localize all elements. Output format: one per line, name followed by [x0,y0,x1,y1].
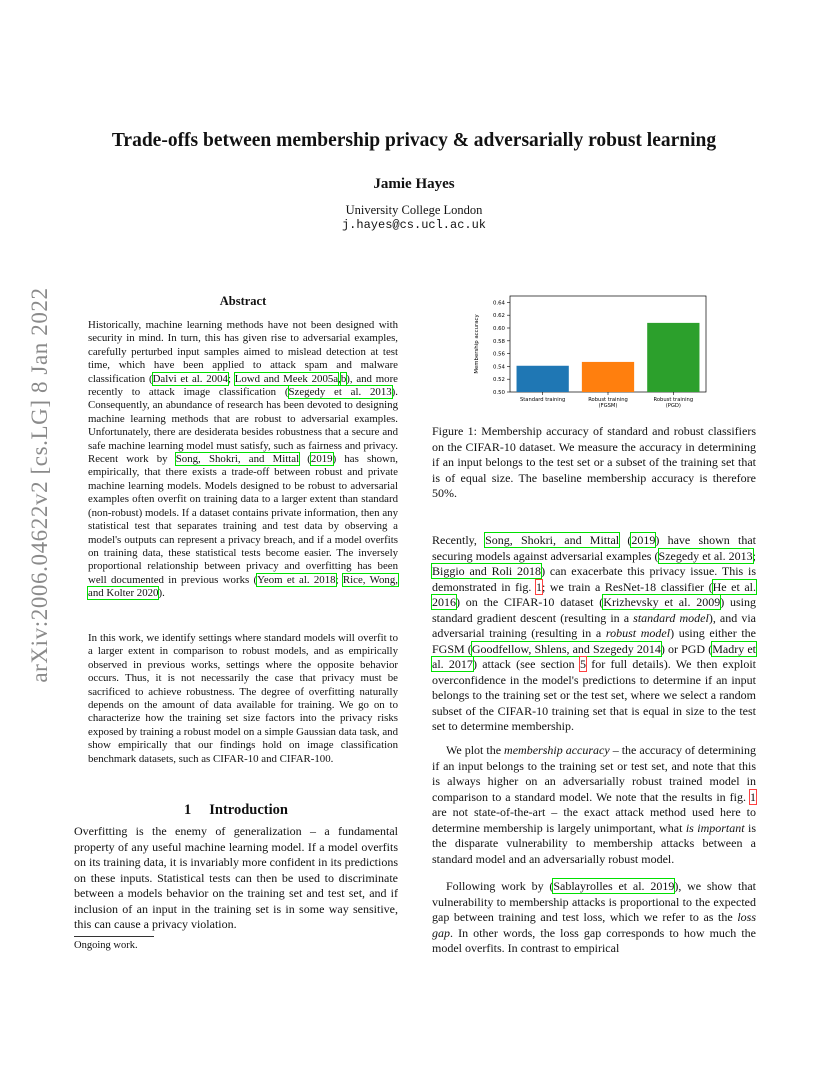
abstract-paragraph-2: In this work, we identify settings where standard models will overfit to a larger extent in comparison to robust models, and as empirically observed in previous works, settings where the opposite behavior occurs. Thus, it is not necessarily the case that privacy must be sacrificed to achieve robustness. The degree of overfitting naturally depends on the amount of data available for training. We go on to characterize how the training set size factors into the privacy risks exposed by training a robust model on a simple Gaussian data task, and show empirically that our findings hold on image classification benchmark datasets, such as CIFAR-10 and CIFAR-100. [88,632,398,765]
citation-link[interactable]: Lowd and Meek 2005a [234,372,339,385]
emphasis-text: is important [685,820,745,835]
citation-link[interactable]: Dalvi et al. 2004 [152,372,228,385]
emphasis-text: standard model [633,610,709,625]
citation-link[interactable]: Song, Shokri, and Mittal [175,453,300,466]
body-paragraph-2: We plot the membership accuracy – the accuracy of determining if an input belongs to the training set or test set, and note that this is always higher on an adversarially robust trained model in comparison to a standard model. We note that the results in fig. 1 are not state-of-the-art – the exact attack method used here to determine membership is largely unimportant, what is important is the disparate vulnerability to membership attacks between a standard model and an adversarially robust model. [432,743,756,866]
y-tick-label: 0.50 [492,390,505,396]
arxiv-identifier: arXiv:2006.04622v2 [cs.LG] 8 Jan 2022 [27,287,52,683]
citation-link[interactable]: Krizhevsky et al. 2009 [603,595,721,609]
citation-link[interactable]: He et al. 2016 [432,579,757,609]
author-email: j.hayes@cs.ucl.ac.uk [341,218,487,232]
emphasis-text: membership accuracy [504,743,610,757]
y-tick-label: 0.62 [492,313,505,320]
citation-link[interactable]: Biggio and Roli 2018 [432,564,542,578]
citation-link[interactable]: Yeom et al. 2018 [257,573,336,586]
citation-link[interactable]: Goodfellow, Shlens, and Szegedy 2014 [471,641,661,656]
citation-link[interactable]: Rice, Wong, and Kolter 2020 [88,573,398,600]
affiliation: University College London [345,203,483,217]
body-paragraph-1: Recently, Song, Shokri, and Mittal (2019) have shown that securing models against adversarial examples (Szegedy et al. 2013; Biggio and Roli 2018) can exacerbate this privacy issue. This is demonstrated in fig. 1; we train a ResNet-18 classifier (He et al. 2016) on the CIFAR-10 dataset (Krizhevsky et al. 2009) using standard gradient descent (resulting in a standard model), and via adversarial training (resulting in a robust model) using either the FGSM (Goodfellow, Shlens, and Szegedy 2014) or PGD (Madry et al. 2017) attack (see section 5 for full details). We then exploit overconfidence in the model's predictions to determine if an input belongs to the training set or the test set, where we select a random subset of the CIFAR-10 training set that is equal in size to the test set to determine membership. [432,533,757,733]
abstract-heading: Abstract [219,294,267,308]
bar [517,366,569,392]
citation-link[interactable]: Sablayrolles et al. 2019 [553,879,675,893]
arxiv-sidebar [18,287,62,683]
emphasis-text: loss gap [432,910,756,940]
citation-link[interactable]: Madry et al. 2017 [432,641,756,671]
section-number: 1 [184,802,192,818]
y-tick-label: 0.54 [492,364,505,371]
bar [582,362,634,392]
y-tick-label: 0.58 [492,338,505,345]
y-axis-label: Membership accuracy [474,314,480,374]
x-tick-label: Robust training [588,397,628,403]
emphasis-text: robust model [605,626,671,640]
figure-1-caption: Figure 1: Membership accuracy of standard and robust classifiers on the CIFAR-10 dataset. We measure the accuracy in determining if an input belongs to the test set or a subset of the training set that is of equal size. The baseline membership accuracy is therefore 50%. [432,424,756,500]
figure-1 [470,290,714,412]
footnote-rule [74,936,154,937]
abstract-paragraph-1: Historically, machine learning methods have not been designed with security in mind. In turn, this has given rise to adversarial examples, carefully perturbed input samples aimed to mislead detection at test time, which have been applied to attack spam and malware classification (Dalvi et al. 2004; Lowd and Meek 2005a,b), and more recently to attack image classification (Szegedy et al. 2013). Consequently, an abundance of research has been devoted to designing machine learning methods that are robust to adversarial examples. Unfortunately, there are desiderata besides robustness that a secure and safe machine learning model must satisfy, such as fairness and privacy. Recent work by Song, Shokri, and Mittal (2019) has shown, empirically, that there exists a trade-off between robust and private machine learning models. Models designed to be robust to adversarial examples often overfit on training data to a larger extent than standard (non-robust) models. If a dataset contains private information, then any statistical test that separates training and test data by observing a model's outputs can represent a privacy breach, and if a model overfits on training data, these statistical tests become easier. The inversely proportional relationship between privacy and overfitting has been well documented in previous works (Yeom et al. 2018; Rice, Wong, and Kolter 2020). [88,319,399,600]
bar [647,323,699,392]
section-heading-introduction [74,802,398,819]
footnote: Ongoing work. [74,940,138,951]
membership-accuracy-bar-chart [470,290,714,412]
citation-link[interactable]: 2019 [310,453,333,466]
y-tick-label: 0.64 [492,300,505,307]
cross-reference-link[interactable]: 1 [535,579,542,594]
citation-link[interactable]: Song, Shokri, and Mittal [485,533,620,547]
citation-link[interactable]: b [340,372,347,385]
author-affiliation-block [0,203,828,233]
body-paragraph-3: Following work by (Sablayrolles et al. 2019), we show that vulnerability to membership attacks is proportional to the expected gap between training and test loss, which we refer to as the loss gap. In other words, the loss gap corresponds to how much the model overfits. In contrast to empirical [432,879,756,955]
y-tick-label: 0.52 [492,377,505,384]
author-name: Jamie Hayes [373,176,455,192]
citation-link[interactable]: Szegedy et al. 2013 [658,548,753,563]
y-tick-label: 0.56 [492,351,505,358]
x-tick-label: (PGD) [665,403,681,409]
citation-link[interactable]: Szegedy et al. 2013 [288,386,392,399]
cross-reference-link[interactable]: 1 [750,789,756,804]
x-tick-label: Standard training [519,397,566,403]
cross-reference-link[interactable]: 5 [579,657,586,671]
x-tick-label: Robust training [653,397,694,403]
citation-link[interactable]: 2019 [631,533,656,547]
section-title: Introduction [209,802,288,818]
x-tick-label: (FGSM) [598,403,618,409]
introduction-paragraph: Overfitting is the enemy of generalization – a fundamental property of any useful machine learning model. If a model overfits on its training data, it is invariably more confident in its predictions on these inputs. Statistical tests can then be used to discriminate between a models behavior on the training set and test set, and if inclusion of an input in the training set is in some way sensitive, this can cause a privacy violation. [74,824,398,931]
y-tick-label: 0.60 [492,326,505,332]
paper-title: Trade-offs between membership privacy & adversarially robust learning [111,130,717,151]
